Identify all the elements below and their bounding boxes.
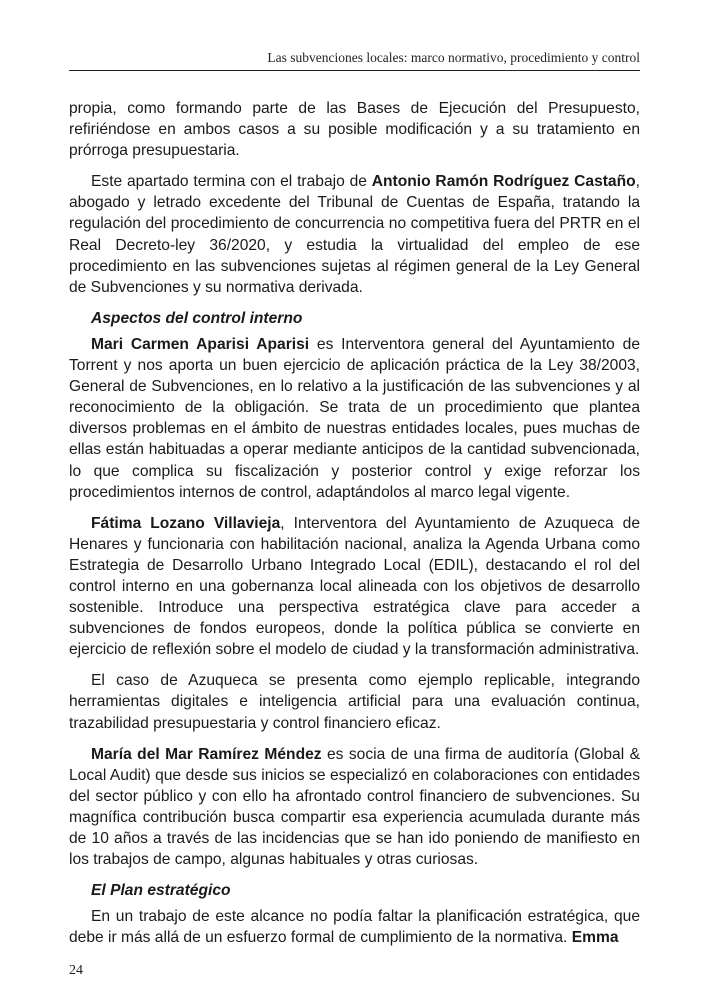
document-body bbox=[69, 98, 640, 958]
author-name: Emma bbox=[571, 929, 619, 947]
paragraph-aparisi bbox=[69, 334, 640, 503]
section-heading-control-interno: Aspectos del control interno bbox=[91, 309, 303, 327]
paragraph-plan bbox=[69, 906, 640, 948]
author-name: Antonio Ramón Rodríguez Castaño bbox=[371, 173, 636, 191]
paragraph-ramirez bbox=[69, 744, 640, 871]
author-name: Mari Carmen Aparisi Aparisi bbox=[91, 335, 310, 353]
paragraph-lozano bbox=[69, 513, 640, 661]
paragraph-text: En un trabajo de este alcance no podía faltar la planificación estratégica, que debe ir más allá de un esfuerzo formal de cumplimiento de la normativa. bbox=[69, 908, 640, 947]
paragraph-text: es Interventora general del Ayuntamiento de Torrent y nos aporta un buen ejercicio de aplicación práctica de la Ley 38/2003, General de Subvenciones, en lo relativo a la justificación de las subvenciones y al reconocimiento de la obligación. Se trata de un procedimiento que plantea diversos problemas en el ámbito de nuestras entidades locales, pues muchas de ellas están habituadas a operar mediante anticipos de la cantidad subvencionada, lo que complica su fiscalización y posterior control y exige reforzar los procedimientos internos de control, adaptándolos al marco legal vigente. bbox=[69, 335, 640, 501]
author-name: María del Mar Ramírez Méndez bbox=[91, 745, 322, 763]
paragraph-text: es socia de una firma de auditoría (Global & Local Audit) que desde sus inicios se especializó en colaboraciones con entidades del sector público y con ello ha afrontado control financiero de subvenciones. Su magnífica contribución busca compartir esa experiencia acumulada durante más de 10 años a través de las incidencias que se han ido poniendo de manifiesto en los trabajos de campo, algunas habituales y otras curiosas. bbox=[69, 745, 640, 869]
paragraph-text: Este apartado termina con el trabajo de bbox=[91, 173, 372, 191]
author-name: Fátima Lozano Villavieja bbox=[91, 514, 281, 532]
section-heading-plan-estrategico: El Plan estratégico bbox=[91, 882, 231, 900]
running-header: Las subvenciones locales: marco normativo, procedimiento y control bbox=[69, 50, 640, 71]
paragraph-continuation: propia, como formando parte de las Bases de Ejecución del Presupuesto, refiriéndose en ambos casos a su posible modificación y a su tratamiento en prórroga presupuestaria. bbox=[69, 100, 640, 160]
paragraph-rodriguez bbox=[69, 171, 640, 298]
paragraph-text: , abogado y letrado excedente del Tribunal de Cuentas de España, tratando la regulación del procedimiento de concurrencia no competitiva fuera del PRTR en el Real Decreto-ley 36/2020, y estudia la virtualidad del empleo de ese procedimiento en las subvenciones sujetas al régimen general de la Ley General de Subvenciones y su normativa derivada. bbox=[69, 173, 640, 296]
page-number: 24 bbox=[69, 963, 83, 978]
paragraph-text: , Interventora del Ayuntamiento de Azuqueca de Henares y funcionaria con habilitación nacional, analiza la Agenda Urbana como Estrategia de Desarrollo Urbano Integrado Local (EDIL), destacando el rol del control interno en una gobernanza local alineada con los objetivos de desarrollo sostenible. Introduce una perspectiva estratégica clave para acceder a subvenciones de fondos europeos, donde la política pública se convierte en ejercicio de reflexión sobre el modelo de ciudad y la transformación administrativa. bbox=[69, 514, 641, 659]
paragraph-azuqueca: El caso de Azuqueca se presenta como ejemplo replicable, integrando herramientas digitales e inteligencia artificial para una evaluación continua, trazabilidad presupuestaria y control financiero eficaz. bbox=[69, 672, 640, 732]
